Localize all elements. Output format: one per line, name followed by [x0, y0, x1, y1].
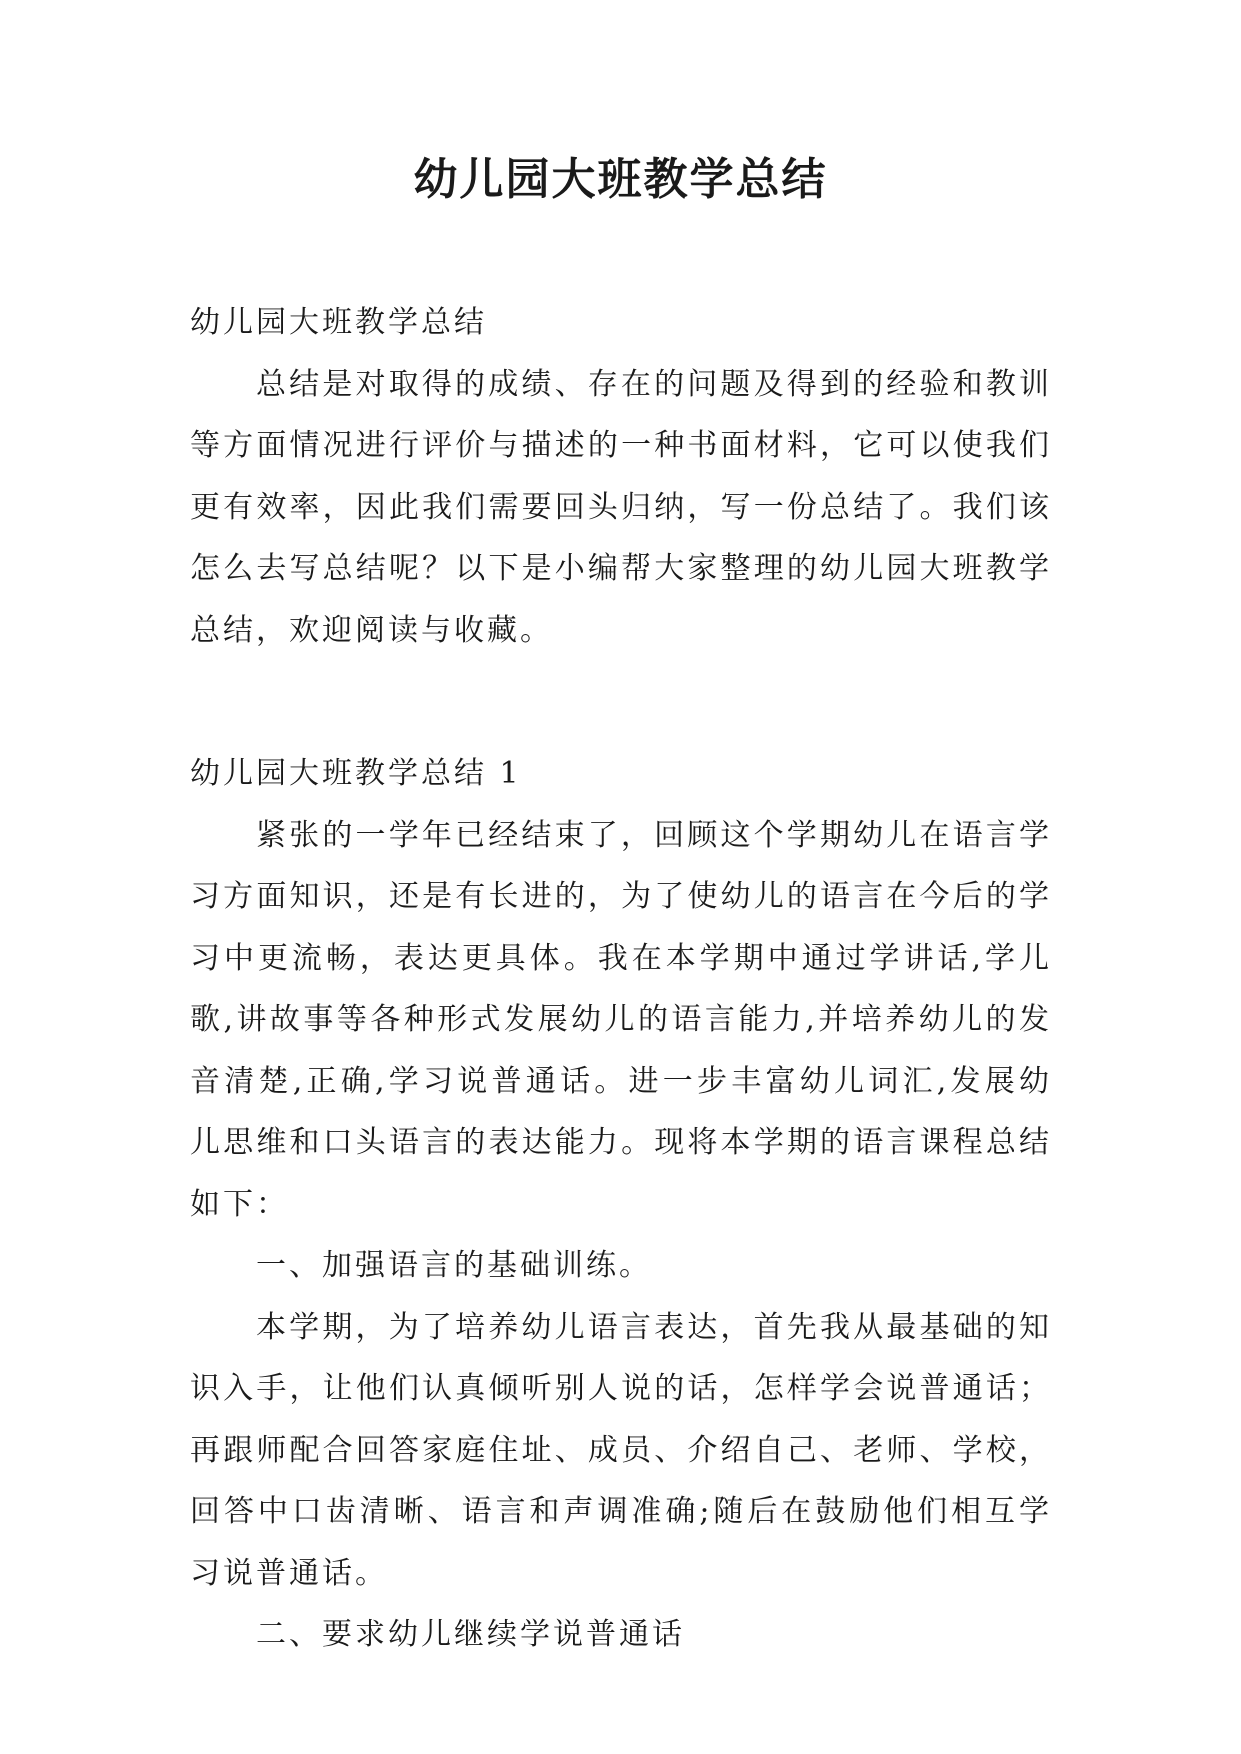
document-body — [190, 292, 1052, 1666]
section-spacer — [190, 661, 1052, 743]
section-heading: 幼儿园大班教学总结 1 — [190, 756, 522, 791]
intro-paragraph: 总结是对取得的成绩、存在的问题及得到的经验和教训等方面情况进行评价与描述的一种书面材料，它可以使我们更有效率，因此我们需要回头归纳，写一份总结了。我们该怎么去写总结呢？以下是小编帮大家整理的幼儿园大班教学总结，欢迎阅读与收藏。 — [190, 366, 1052, 648]
point-paragraph: 本学期，为了培养幼儿语言表达，首先我从最基础的知识入手，让他们认真倾听别人说的话，怎样学会说普通话；再跟师配合回答家庭住址、成员、介绍自己、老师、学校，回答中口齿清晰、语言和声调准确;随后在鼓励他们相互学习说普通话。 — [190, 1309, 1052, 1591]
document-title: 幼儿园大班教学总结 — [413, 154, 828, 205]
section-paragraph: 紧张的一学年已经结束了，回顾这个学期幼儿在语言学习方面知识，还是有长进的，为了使幼儿的语言在今后的学习中更流畅，表达更具体。我在本学期中通过学讲话,学儿歌,讲故事等各种形式发展幼儿的语言能力,并培养幼儿的发音清楚,正确,学习说普通话。进一步丰富幼儿词汇,发展幼儿思维和口头语言的表达能力。现将本学期的语言课程总结如下： — [190, 817, 1052, 1222]
point-heading: 二、要求幼儿继续学说普通话 — [256, 1617, 685, 1652]
document-subtitle: 幼儿园大班教学总结 — [190, 305, 487, 340]
point-heading: 一、加强语言的基础训练。 — [256, 1248, 652, 1283]
